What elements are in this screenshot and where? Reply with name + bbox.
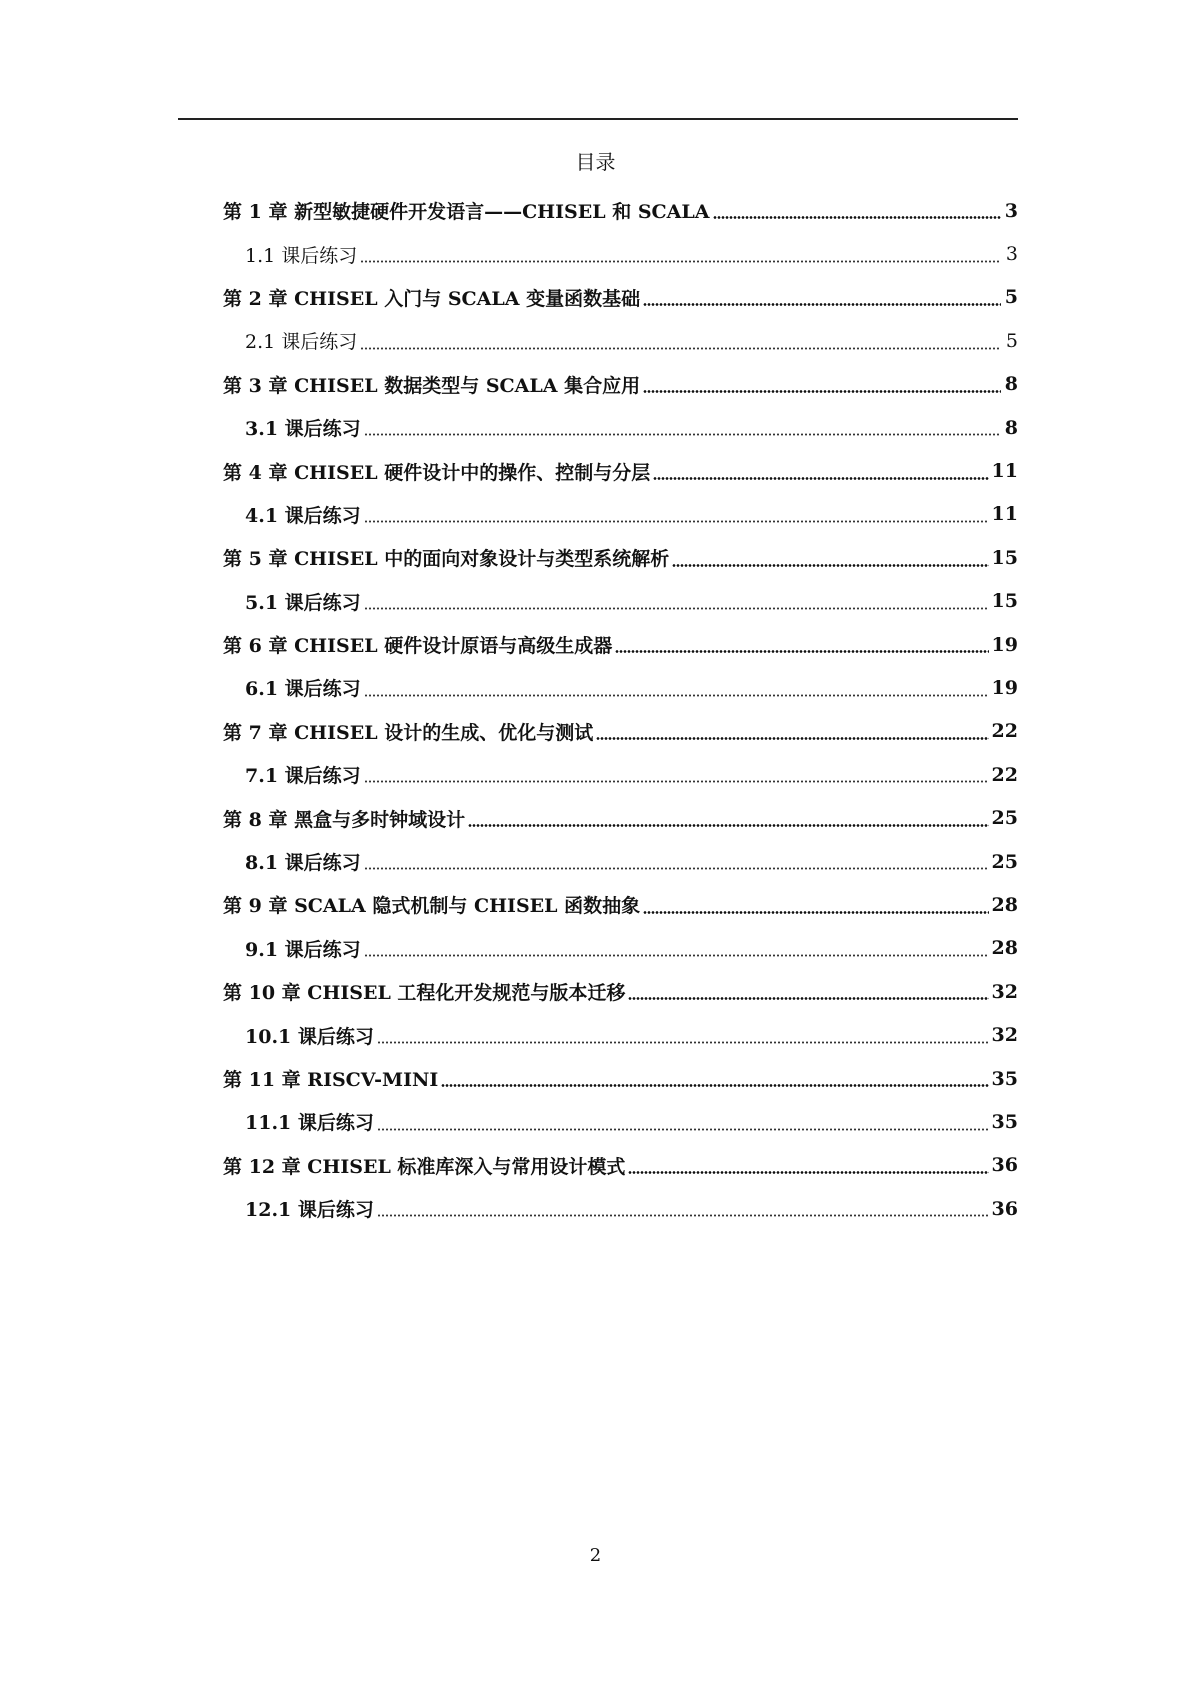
toc-entry-label: 第 10 章 CHISEL 工程化开发规范与版本迁移 xyxy=(223,982,626,1005)
toc-entry-label: 第 3 章 CHISEL 数据类型与 SCALA 集合应用 xyxy=(223,374,641,397)
toc-entry-page: 5 xyxy=(1004,286,1018,309)
toc-entry-label: 第 2 章 CHISEL 入门与 SCALA 变量函数基础 xyxy=(223,287,641,310)
toc-dot-leader xyxy=(672,564,988,567)
toc-entry-label: 1.1 课后练习 xyxy=(245,244,358,267)
toc-entry-page: 19 xyxy=(991,676,1018,699)
toc-entry-label: 9.1 课后练习 xyxy=(245,938,361,961)
toc-section-entry[interactable] xyxy=(223,232,1018,275)
toc-entry-label: 8.1 课后练习 xyxy=(245,852,361,875)
toc-entry-label: 2.1 课后练习 xyxy=(245,331,358,354)
toc-entry-label: 第 6 章 CHISEL 硬件设计原语与高级生成器 xyxy=(223,635,613,658)
toc-section-entry[interactable] xyxy=(223,840,1018,883)
toc-entry-label: 第 4 章 CHISEL 硬件设计中的操作、控制与分层 xyxy=(223,461,651,484)
toc-entry-label: 5.1 课后练习 xyxy=(245,591,361,614)
toc-section-entry[interactable] xyxy=(223,406,1018,449)
toc-section-entry[interactable] xyxy=(223,666,1018,709)
toc-entry-label: 12.1 课后练习 xyxy=(245,1199,374,1222)
toc-entry-label: 6.1 课后练习 xyxy=(245,678,361,701)
toc-section-entry[interactable] xyxy=(223,580,1018,623)
toc-entry-page: 22 xyxy=(991,720,1018,743)
toc-dot-leader xyxy=(377,1214,989,1217)
toc-entry-page: 15 xyxy=(991,590,1018,613)
toc-dot-leader xyxy=(653,477,988,480)
toc-entry-page: 25 xyxy=(991,807,1018,830)
toc-entry-page: 22 xyxy=(991,763,1018,786)
toc-section-entry[interactable] xyxy=(223,1187,1018,1230)
toc-entry-label: 4.1 课后练习 xyxy=(245,504,361,527)
toc-entry-label: 第 9 章 SCALA 隐式机制与 CHISEL 函数抽象 xyxy=(223,895,641,918)
toc-entry-page: 15 xyxy=(991,546,1018,569)
toc-dot-leader xyxy=(468,824,988,827)
toc-entry-page: 19 xyxy=(991,633,1018,656)
toc-chapter-entry[interactable] xyxy=(223,189,1018,232)
toc-dot-leader xyxy=(364,954,989,957)
toc-entry-page: 36 xyxy=(991,1197,1018,1220)
toc-section-entry[interactable] xyxy=(223,753,1018,796)
toc-entry-page: 35 xyxy=(991,1110,1018,1133)
toc-entry-page: 35 xyxy=(991,1067,1018,1090)
table-of-contents xyxy=(223,189,1018,1230)
toc-entry-page: 32 xyxy=(991,1024,1018,1047)
toc-chapter-entry[interactable] xyxy=(223,796,1018,839)
toc-dot-leader xyxy=(364,780,989,783)
toc-dot-leader xyxy=(364,867,989,870)
toc-entry-label: 第 11 章 RISCV-MINI xyxy=(223,1069,439,1091)
toc-dot-leader xyxy=(364,520,989,523)
toc-entry-label: 7.1 课后练习 xyxy=(245,765,361,788)
toc-dot-leader xyxy=(364,433,1001,436)
toc-entry-label: 第 5 章 CHISEL 中的面向对象设计与类型系统解析 xyxy=(223,548,670,571)
toc-dot-leader xyxy=(441,1084,988,1087)
toc-entry-page: 8 xyxy=(1004,373,1018,396)
toc-dot-leader xyxy=(364,607,989,610)
toc-entry-label: 10.1 课后练习 xyxy=(245,1025,374,1048)
toc-chapter-entry[interactable] xyxy=(223,1057,1018,1100)
toc-chapter-entry[interactable] xyxy=(223,970,1018,1013)
toc-entry-label: 3.1 课后练习 xyxy=(245,418,361,441)
toc-entry-page: 3 xyxy=(1004,199,1018,222)
toc-entry-page: 28 xyxy=(991,937,1018,960)
toc-chapter-entry[interactable] xyxy=(223,276,1018,319)
toc-dot-leader xyxy=(377,1128,989,1131)
page-number: 2 xyxy=(589,1545,602,1566)
toc-section-entry[interactable] xyxy=(223,1100,1018,1143)
toc-dot-leader xyxy=(364,694,989,697)
toc-chapter-entry[interactable] xyxy=(223,449,1018,492)
toc-dot-leader xyxy=(643,911,988,914)
toc-dot-leader xyxy=(713,216,1001,219)
toc-entry-label: 11.1 课后练习 xyxy=(245,1112,374,1135)
toc-entry-label: 第 8 章 黑盒与多时钟域设计 xyxy=(223,808,466,831)
toc-chapter-entry[interactable] xyxy=(223,536,1018,579)
toc-chapter-entry[interactable] xyxy=(223,1144,1018,1187)
toc-dot-leader xyxy=(628,997,988,1000)
toc-section-entry[interactable] xyxy=(223,493,1018,536)
toc-entry-page: 5 xyxy=(1005,329,1018,352)
toc-chapter-entry[interactable] xyxy=(223,623,1018,666)
toc-section-entry[interactable] xyxy=(223,1013,1018,1056)
toc-entry-page: 28 xyxy=(991,893,1018,916)
toc-entry-page: 3 xyxy=(1005,243,1018,266)
toc-entry-page: 25 xyxy=(991,850,1018,873)
toc-section-entry[interactable] xyxy=(223,927,1018,970)
toc-title: 目录 xyxy=(575,150,616,174)
toc-chapter-entry[interactable] xyxy=(223,883,1018,926)
toc-dot-leader xyxy=(377,1041,989,1044)
toc-entry-page: 11 xyxy=(991,503,1018,526)
toc-entry-page: 8 xyxy=(1004,416,1018,439)
toc-entry-page: 36 xyxy=(991,1154,1018,1177)
toc-entry-page: 32 xyxy=(991,980,1018,1003)
toc-entry-page: 11 xyxy=(991,460,1018,483)
toc-dot-leader xyxy=(596,737,988,740)
toc-dot-leader xyxy=(628,1171,988,1174)
toc-chapter-entry[interactable] xyxy=(223,363,1018,406)
toc-dot-leader xyxy=(360,347,1001,350)
toc-entry-label: 第 1 章 新型敏捷硬件开发语言——CHISEL 和 SCALA xyxy=(223,201,710,224)
toc-entry-label: 第 12 章 CHISEL 标准库深入与常用设计模式 xyxy=(223,1155,626,1178)
toc-dot-leader xyxy=(643,303,1001,306)
toc-chapter-entry[interactable] xyxy=(223,710,1018,753)
toc-section-entry[interactable] xyxy=(223,319,1018,362)
toc-dot-leader xyxy=(643,390,1001,393)
toc-dot-leader xyxy=(615,650,988,653)
toc-entry-label: 第 7 章 CHISEL 设计的生成、优化与测试 xyxy=(223,721,594,744)
toc-dot-leader xyxy=(360,260,1001,263)
header-rule xyxy=(178,118,1018,120)
